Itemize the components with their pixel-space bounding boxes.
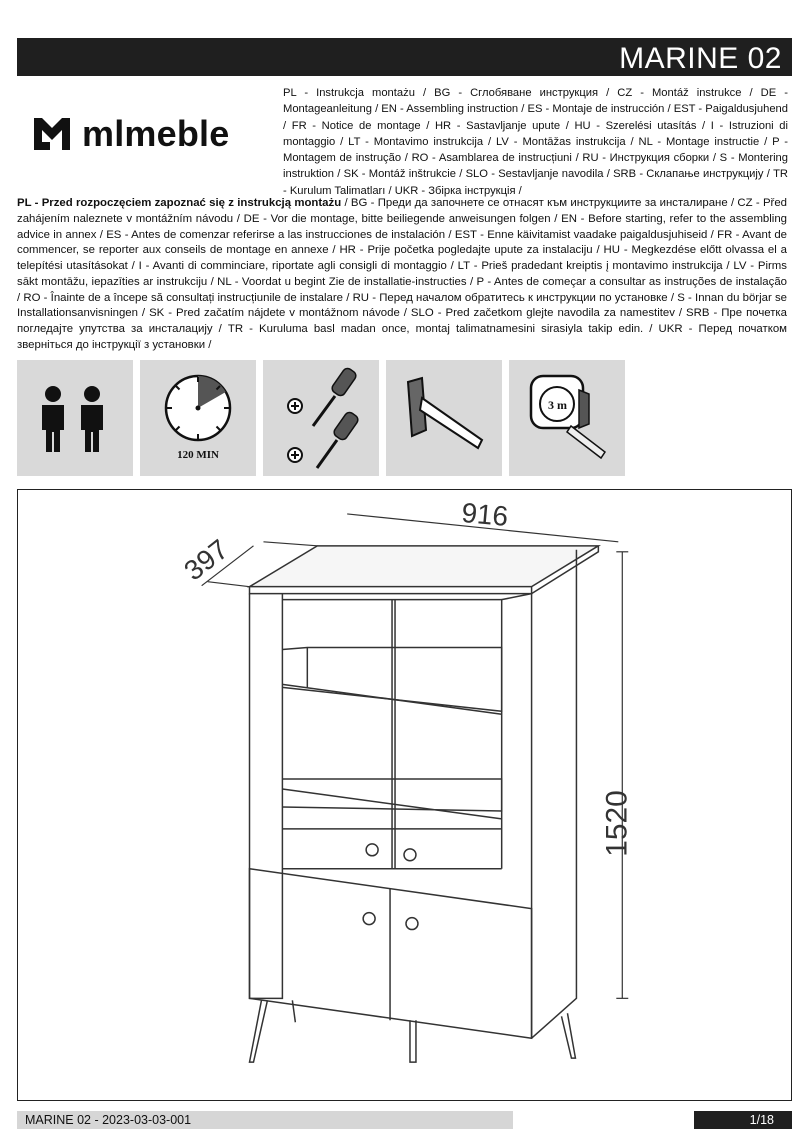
- time-label: 120 MIN: [177, 449, 219, 461]
- intro-text: [17, 196, 787, 354]
- two-people-icon: [17, 360, 133, 476]
- cabinet-left-side: [250, 594, 283, 999]
- tape-measure-icon: [509, 360, 625, 476]
- tool-two-people: [17, 360, 133, 476]
- dimension-width: 916: [460, 496, 510, 532]
- instruction-languages: PL - Instrukcja montażu / BG - Сглобяване инструкция / CZ - Montáž instrukce / DE - Montageanleitung / EN - Assembling instruction / ES - Montaje de instrucción / EST - Paigaldusjuhend / FR - Notice de montage / HR - Sastavljanje upute / HU - Szerelési utasítás / I - Istruzioni di montaggio / LT - Montavimo instrukcija / LV - Montāžas instrukcija / NL - Montage instructie / P - Montagem de instrução / RO - Asamblarea de instrucțiuni / RU - Инструкция сборки / S - Montering instruktion / SK - Montáž inštrukcie / SLO - Sestavljanje navodila / SRB - Склапање инструкцију / TR - Kurulum Talimatları / UKR - Збірка інструкція /: [283, 87, 788, 197]
- page-number: 1/18: [749, 1113, 774, 1127]
- leg-front-right: [561, 1013, 575, 1058]
- dimension-depth: 397: [178, 533, 235, 587]
- dimension-height: 1520: [600, 790, 634, 857]
- tape-label: 3 m: [548, 398, 567, 412]
- footer-doc-code: [17, 1111, 513, 1129]
- tool-screwdrivers: [263, 360, 379, 476]
- knob-lower-left: [363, 913, 375, 925]
- tool-time: [140, 360, 256, 476]
- document-title: MARINE 02: [619, 42, 782, 75]
- brand-name: mlmeble: [82, 113, 230, 154]
- knob-upper-right: [404, 849, 416, 861]
- intro-lead: PL - Przed rozpoczęciem zapoznać się z instrukcją montażu: [17, 197, 342, 209]
- brand-logo: [32, 113, 229, 155]
- footer-page: [694, 1111, 792, 1129]
- cabinet-illustration: [18, 490, 791, 1100]
- intro-body: / BG - Преди да започнете се отнасят към инструкциите за инсталиране / CZ - Před zahájením naleznete v montážním návodu / DE - Vor die montage, bitte beiliegende anweisungen folgen / EN - Before starting, refer to the assembling advice in annex / ES - Antes de comenzar referirse a las instrucciones de instalación / EST - Enne käivitamist vaadake paigaldusjuhiseid / FR - Avant de commencer, se reporter aux conseils de montage en annexe / HR - Prije početka pogledajte upute za instalaciju / HU - Megkezdése előtt olvassa el a telepítési utasításokat / I - Avanti di comminciare, riportate agli consigli di montaggio / LT - Prieš pradedant kreiptis į montavimo instrukcija / LV - Pirms sākt montāžu, iepazīties ar instrukciju / NL - Voordat u begint Zie de installatie-instructies / P - Antes de começar a consultar as instruções de instalação / RO - Înainte de a începe să consultați instrucțiunile de instalare / RU - Перед началом обратитесь к инструкции по установке / S - Innan du börjar se Installationsanvisningen / SK - Pred začatím nájdete v montážnom návode / SLO - Pred začetkom glejte navodila za namestitev / SRB - Пре почетка погледајте упутства за инсталацију / TR - Kuruluma basl madan once, montaj talimatnamesini sirasiyla takip edin. / UKR - Перед початком зверніться до інструкції з установки /: [17, 197, 787, 351]
- knob-lower-right: [406, 918, 418, 930]
- knob-upper-left: [366, 844, 378, 856]
- leg-back-left: [292, 1000, 295, 1022]
- title-bar: [17, 38, 792, 76]
- leg-front-left: [250, 1000, 268, 1062]
- brand-mark-icon: [32, 114, 72, 154]
- tool-hammer: [386, 360, 502, 476]
- doc-code: MARINE 02 - 2023-03-03-001: [25, 1113, 192, 1127]
- leg-back-right: [410, 1020, 416, 1062]
- tool-tape-measure: [509, 360, 625, 476]
- screwdriver-icon: [263, 360, 379, 476]
- cabinet-drawing: [17, 489, 792, 1101]
- hammer-icon: [386, 360, 502, 476]
- cabinet-top: [250, 546, 599, 587]
